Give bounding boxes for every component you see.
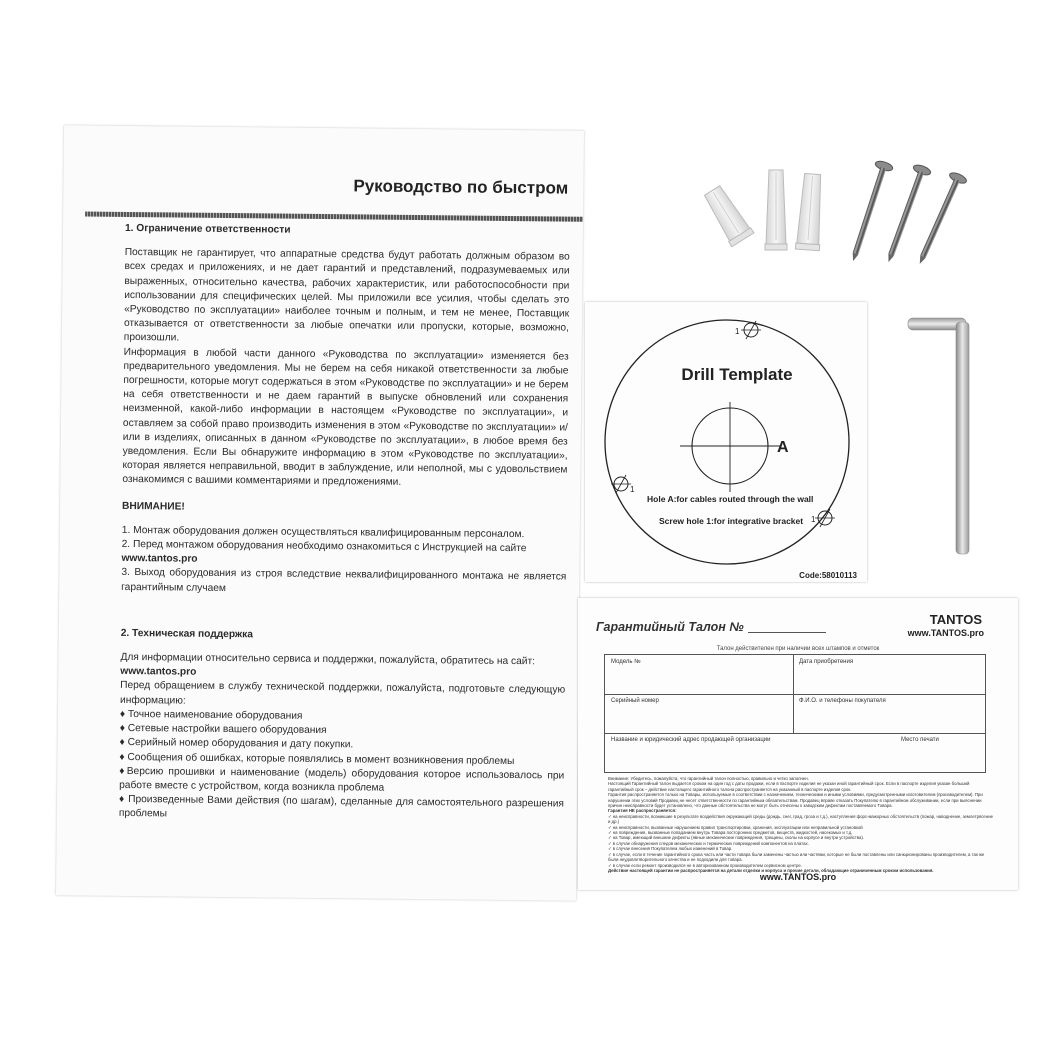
brand-logo-text: TANTOS <box>929 612 982 627</box>
warranty-number-line <box>748 632 826 633</box>
field-purchase-date: Дата приобретения <box>799 659 854 665</box>
hole-a-description: Hole A:for cables routed through the wall <box>647 494 814 504</box>
fine-print-line: Настоящий Гарантийный талон выдается сроком на один год с даты продажи, если в паспорте изделия не указан иной гарантийный срок. Если в паспорте изделия указан больший гарантийный срок – действие настоящего гарантийного талона распространяется на указанный в паспорте изделия срок. <box>608 781 970 792</box>
section1-paragraph-1: Поставщик не гарантирует, что аппаратные средства будут работать должным образом во всех средах и приложениях, и не дает гарантий и представлений, подразумеваемых или выраженных, относительно качества, рабочих характеристик, или работоспособности при использовании для специфических целей. Мы приложили все усилия, чтобы сделать это «Руководство по эксплуатации» наиболее точным и полным, и тем не менее, Поставщик отказывается от ответственности за любые опечатки или пропуски, которые, возможно, произошли. <box>123 247 570 344</box>
template-code: Code:58010113 <box>799 571 857 580</box>
warranty-fine-print <box>608 776 993 873</box>
warranty-title: Гарантийный Талон № <box>596 620 744 634</box>
attention-item-3: 3. Выход оборудования из строя вследствие неквалифицированного монтажа не является гарантийным случаем <box>121 567 567 594</box>
fine-print-line: ✓ на неисправности, вызванные нарушением правил транспортировки, хранения, эксплуатации или неправильной установкой <box>608 824 863 830</box>
field-serial: Серийный номер <box>611 698 659 704</box>
section2-heading: 2. Техническая поддержка <box>120 627 254 641</box>
anchor-1 <box>701 184 754 247</box>
section1-heading: 1. Ограничение ответственности <box>124 222 291 236</box>
list-item: ♦Версию прошивки и наименование (модель) оборудования которое использовалось при работе вместе с устройством, когда возникла проблема <box>119 765 565 794</box>
warranty-form-grid <box>604 654 986 773</box>
screw-hole-description: Screw hole 1:for integrative bracket <box>659 516 804 526</box>
manual-header-rule <box>85 212 583 222</box>
section2-paragraph-1: Для информации относительно сервиса и поддержки, пожалуйста, обратитесь на сайт: <box>120 651 536 668</box>
section2-url: www.tantos.pro <box>120 666 197 678</box>
fine-print-line: Гарантия НЕ распространяется: <box>608 808 677 814</box>
fine-print-line: Действие настоящей гарантии не распространяется на детали отделки и корпуса и прочие детали, обладающие ограниченным сроком использования. <box>608 867 934 873</box>
validity-note: Талон действителен при наличии всех штампов и отметок <box>716 646 880 652</box>
manual-title: Руководство по быстром <box>353 176 569 198</box>
section1-paragraph-2: Информация в любой части данного «Руководства по эксплуатации» изменяется без предварительного уведомления. Мы не берем на себя никакой ответственности за любые погрешности, которые могут содержаться в этом «Руководстве по эксплуатации» и не берем на себя ответственности и не даем гарантий в выпуске обновлений или сохранения неизменной, какой-либо информации в настоящем «Руководстве по эксплуатации», и оставляем за собой право производить изменения в этом «Руководстве по эксплуатации» и/или в изделиях, описанных в данном «Руководстве по эксплуатации», в любое время без уведомления. Если Вы обнаружите информацию в этом «Руководстве по эксплуатации», которая является неправильной, вводит в заблуждение, или неполной, мы с удовольствием ознакомимся с вашими комментариями и предложениями. <box>122 346 569 489</box>
manual-content <box>119 222 570 826</box>
attention-url: www.tantos.pro <box>121 553 198 565</box>
screw-1 <box>845 159 894 263</box>
fine-print-line: ✓ в случае, если в течение гарантийного срока часть или части товара были заменены частью или частями, которые не были поставлены или санкционированы производителем, а так же были неудовлетворительного качества и не подходили для товара. <box>608 851 985 863</box>
anchor-2 <box>765 170 787 250</box>
support-list <box>119 708 565 826</box>
drill-template-card <box>585 302 867 582</box>
drill-template-drawing <box>585 302 867 582</box>
wall-anchors <box>700 158 835 258</box>
screw-3 <box>912 171 968 267</box>
list-item: ♦ Сетевые настройки вашего оборудования <box>119 723 327 737</box>
quick-guide-sheet <box>56 125 584 900</box>
fine-print-line: Гарантия распространяется только на Товары, используемые в соответствии с назначением, техническими и иными условиями, предусмотренными изготовителем (производителем). При нарушении этих условий Продавец не несет ответственности по гарантийным обязательствам. Продавец вправе отказать Покупателю в гарантийном обслуживании, если при выяснении причин неисправности будет установлено, что данные обстоятельства не могут быть отнесены к заводским дефектам поставляемого Товара. <box>608 792 983 809</box>
screw-hole-top-label: 1 <box>735 327 740 336</box>
hole-a-label: A <box>777 439 789 456</box>
screw-hole-left <box>611 475 631 493</box>
section2-paragraph-2: Перед обращением в службу технической поддержки, пожалуйста, подготовьте следующую информацию: <box>119 680 566 707</box>
mounting-screws <box>840 152 980 267</box>
fine-print-line: ✓ на Товар, имеющий внешние дефекты (явные механические повреждения, трещины, сколы на корпусе и внутри устройства). <box>608 835 865 841</box>
attention-item-1: 1. Монтаж оборудования должен осуществляться квалифицированным персоналом. <box>121 524 525 541</box>
attention-heading: ВНИМАНИЕ! <box>122 500 185 513</box>
template-outline-circle <box>605 320 849 564</box>
fine-print-line: ✓ в случае обнаружения следов механических и термических повреждений компонентов на платах. <box>608 840 809 846</box>
hex-key <box>900 312 990 562</box>
anchor-3 <box>795 173 824 250</box>
brand-url: www.TANTOS.pro <box>907 628 984 638</box>
list-item: ♦ Произведенные Вами действия (по шагам), сделанные для самостоятельного разрешения проблемы <box>118 794 565 820</box>
list-item: ♦ Сообщения об ошибках, которые появлялись в момент возникновения проблемы <box>119 751 515 767</box>
fine-print-line: Внимание: Убедитесь, пожалуйста, что гарантийный талон полностью, правильно и четко заполнен. <box>608 776 809 781</box>
warranty-card <box>578 598 1018 890</box>
screw-hole-right-label: 1 <box>811 515 816 524</box>
list-item: ♦ Точное наименование оборудования <box>119 708 303 722</box>
field-seller: Название и юридический адрес продающей организации <box>611 737 771 743</box>
fine-print-line: ✓ на повреждения, вызванные попаданием внутрь Товара посторонних предметов, веществ, жидкостей, насекомых и т.д. <box>608 830 853 836</box>
fine-print-line: ✓ в случае если ремонт производился не в авторизованном производителем сервисном центре. <box>608 862 802 868</box>
field-stamp: Место печати <box>901 737 939 743</box>
drill-template-title: Drill Template <box>681 365 793 384</box>
screw-hole-left-label: 1 <box>630 485 635 494</box>
attention-item-2: 2. Перед монтажом оборудования необходимо ознакомиться с Инструкцией на сайте <box>121 538 527 555</box>
field-model: Модель № <box>611 659 641 665</box>
fine-print-line: ✓ на неисправности, возникшие в результате воздействия окружающей среды (дождь, снег, град, гроза и т.д.), наступления форс-мажорных обстоятельств (пожар, наводнение, землетрясение и др.) <box>608 813 993 825</box>
warranty-footer-url: www.TANTOS.pro <box>759 872 837 882</box>
list-item: ♦ Серийный номер оборудования и дату покупки. <box>119 737 354 751</box>
fine-print-line: ✓ в случае внесения Покупателем любых изменений в Товар. <box>608 846 733 852</box>
field-buyer: Ф.И.О. и телефоны покупателя <box>799 698 886 704</box>
screw-hole-right <box>815 509 835 527</box>
